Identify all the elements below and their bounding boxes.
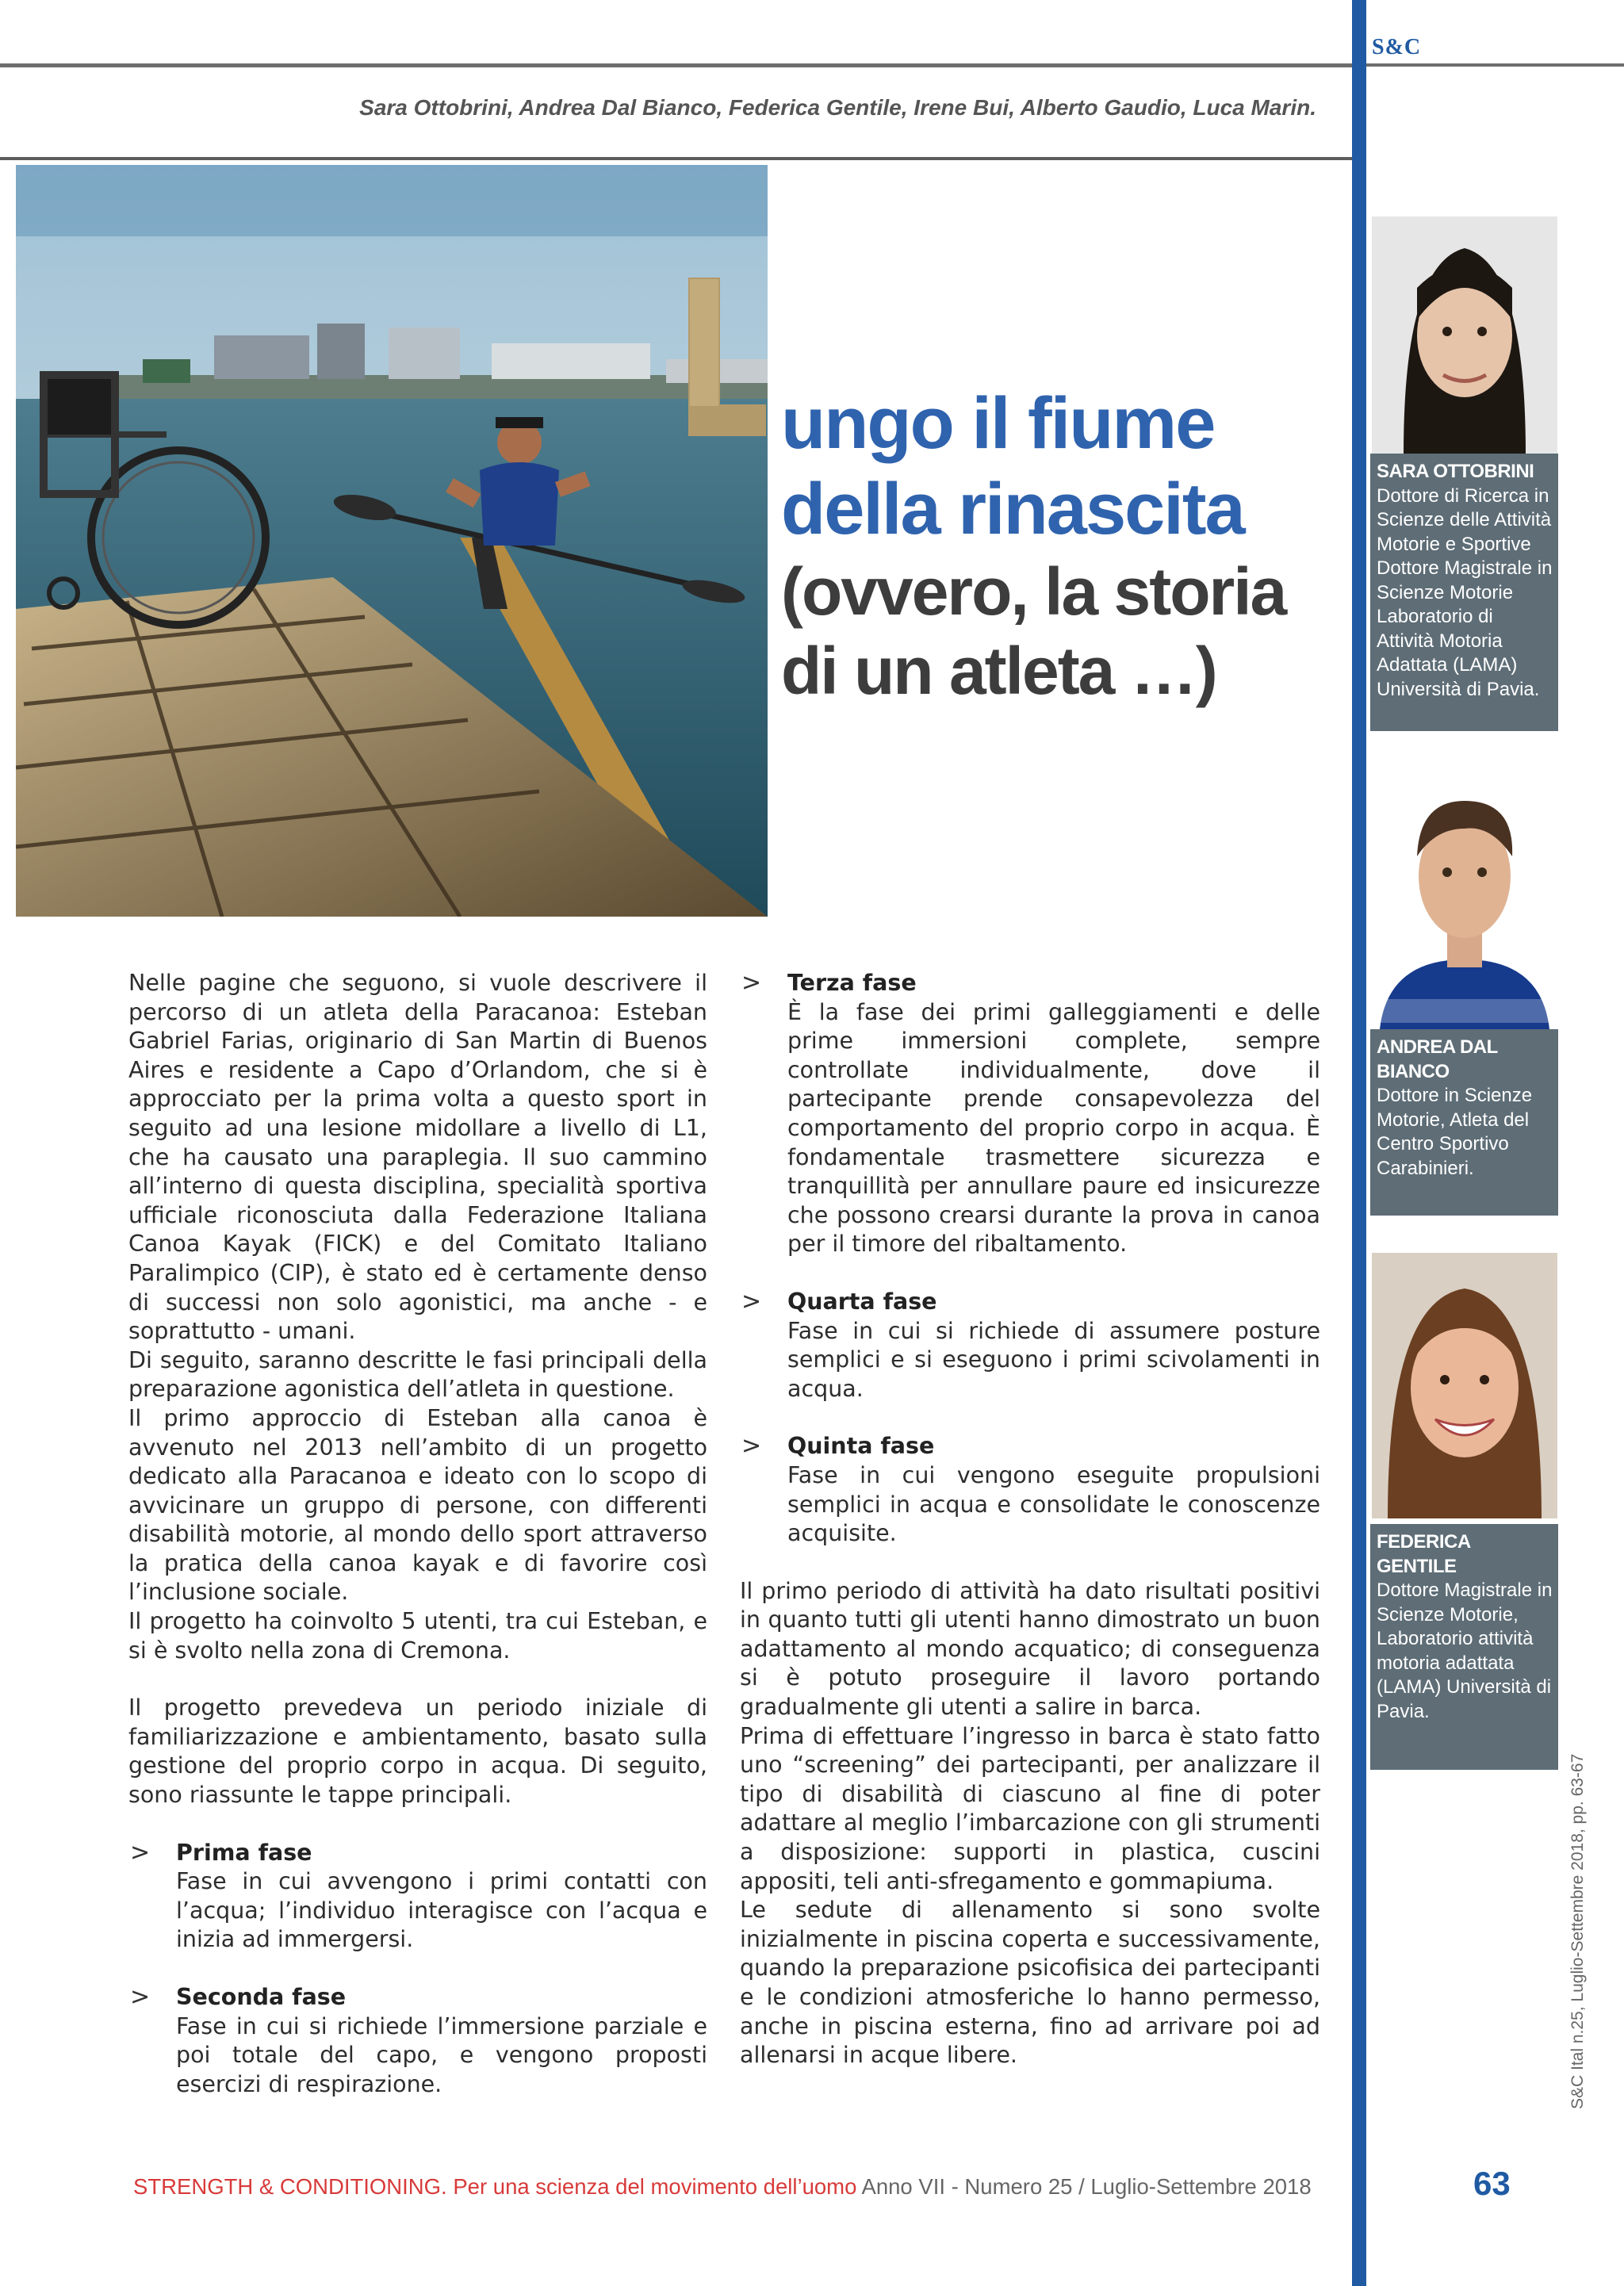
title-line-4: di un atleta …) — [781, 634, 1216, 708]
hero-photo — [16, 165, 768, 917]
paragraph: Di seguito, saranno descritte le fasi principali della preparazione agonistica dell’atleta in questione. — [128, 1346, 707, 1403]
author-bio: Dottore in Scienze Motorie, Atleta del Centro Sportivo Carabinieri. — [1377, 1085, 1533, 1179]
paragraph: Le sedute di allenamento si sono svolte inizialmente in piscina coperta e successivamente, quando la preparazione psicofisica dei partecipanti e le condizioni atmosferiche lo hanno permesso, anche in piscina esterna, fino ad arrivare poi ad allenarsi in acque libere. — [740, 1897, 1320, 2069]
phase-item — [740, 1288, 1320, 1403]
right-accent-bar — [1352, 0, 1366, 2286]
phase-title: Seconda fase — [176, 1984, 347, 2010]
phase-text: Fase in cui vengono eseguite propulsioni semplici in acqua e consolidate le conoscenze acquisite. — [787, 1461, 1320, 1547]
phase-title: Prima fase — [176, 1839, 312, 1866]
phase-marker: > — [741, 969, 762, 997]
author-bio: Dottore di Ricerca in Scienze delle Attività Motorie e Sportive Dottore Magistrale in Scienze Motorie Laboratorio di Attività Motoria Adattata (LAMA) Università di Pavia. — [1377, 484, 1553, 700]
page-number: 63 — [1473, 2165, 1511, 2202]
paragraph: Nelle pagine che seguono, si vuole descrivere il percorso di un atleta della Paracanoa: Esteban Gabriel Farias, originario di San Martin di Buenos Aires e residente a Capo d’Orlandom, che si è approcciato per la prima volta a questo sport in seguito ad una lesione midollare a livello di L1, che ha causato una paraplegia. Il suo cammino all’interno di questa disciplina, specialità sportiva ufficiale riconosciuta dalla Federazione Italiana Canoa Kayak (FICK) e del Comitato Italiano Paralimpico (CIP), è stato ed è certamente denso di successi non solo agonistici, ma anche - e soprattutto - umani. — [128, 970, 707, 1345]
author-bio: Dottore Magistrale in Scienze Motorie, Laboratorio attività motoria adattata (LAMA) Università di Pavia. — [1377, 1580, 1553, 1722]
phase-marker: > — [130, 1983, 151, 2011]
phase-text: Fase in cui si richiede di assumere posture semplici e si eseguono i primi scivolamenti in acqua. — [787, 1317, 1320, 1402]
phase-title: Terza fase — [787, 970, 917, 996]
author-name: ANDREA DAL BIANCO — [1377, 1036, 1498, 1082]
author-name: SARA OTTOBRINI — [1377, 461, 1534, 482]
phase-text: Fase in cui si richiede l’immersione parziale e poi totale del capo, e vengono proposti esercizi di respirazione. — [176, 2012, 707, 2097]
author-photo — [1372, 761, 1557, 1029]
author-line: Sara Ottobrini, Andrea Dal Bianco, Federica Gentile, Irene Bui, Alberto Gaudio, Luca Marin. — [359, 95, 1316, 120]
phase-title: Quarta fase — [787, 1288, 937, 1315]
header-rule — [0, 63, 1352, 67]
paragraph: Il progetto prevedeva un periodo iniziale di familiarizzazione e ambientamento, basato sulla gestione del proprio corpo in acqua. Di seguito, sono riassunte le tappe principali. — [128, 1694, 707, 1809]
title-dropcap — [688, 278, 766, 436]
author-photo — [1372, 1253, 1557, 1518]
title-line-2: della rinascita — [781, 469, 1244, 549]
paragraph: Prima di effettuare l’ingresso in barca è stato fatto uno “screening” dei partecipanti, per analizzare il tipo di disabilità di ciascuno al fine di poter adattare al meglio l’imbarcazione con gli strumenti a disposizione: supporti in plastica, cuscini appositi, teli anti-sfregamento e gommapiuma. — [740, 1722, 1320, 1894]
phase-title: Quinta fase — [787, 1433, 935, 1460]
paragraph: Il primo approccio di Esteban alla canoa è avvenuto nel 2013 nell’ambito di un progetto dedicato alla Paracanoa e ideato con lo scopo di avvicinare un gruppo di persone, con differenti disabilità motorie, al mondo dello sport attraverso la pratica della canoa kayak e di favorire così l’inclusione sociale. — [128, 1404, 707, 1606]
phase-item — [128, 1983, 707, 2099]
phase-item — [128, 1839, 707, 1955]
author-photo — [1372, 216, 1557, 454]
author-bio-box — [1370, 1029, 1558, 1216]
phase-text: Fase in cui avvengono i primi contatti con l’acqua; l’individuo interagisce con l’acqua e inizia ad immergersi. — [176, 1868, 707, 1953]
journal-tag: S&C — [1372, 35, 1422, 59]
footer-journal: STRENGTH & CONDITIONING. Per una scienza del movimento dell’uomo — [133, 2174, 857, 2199]
phase-text: È la fase dei primi galleggiamenti e delle prime immersioni complete, sempre controllate individualmente, dove il partecipante prende consapevolezza del comportamento del proprio corpo in acqua. È fondamentale trasmettere sicurezza e tranquillità per annullare paure ed insicurezze che possono crearsi durante la prova in canoa per il timore del ribaltamento. — [787, 998, 1320, 1258]
left-column — [128, 969, 707, 2127]
phase-marker: > — [130, 1838, 151, 1867]
footer-issue: Anno VII - Numero 25 / Luglio-Settembre 2018 — [861, 2174, 1312, 2199]
citation-vertical: S&C Ital n.25, Luglio-Settembre 2018, pp. 63-67 — [1568, 1753, 1587, 2109]
paragraph: Il progetto ha coinvolto 5 utenti, tra cui Esteban, e si è svolto nella zona di Cremona. — [128, 1608, 707, 1664]
journal-tag-rule — [1366, 63, 1624, 67]
article-title — [781, 381, 1285, 710]
title-line-3: (ovvero, la storia — [781, 554, 1286, 629]
header-divider — [0, 157, 1352, 160]
right-column — [740, 969, 1320, 2070]
title-line-1: ungo il fiume — [781, 383, 1215, 464]
phase-item — [740, 969, 1320, 1259]
phase-marker: > — [741, 1432, 762, 1461]
author-bio-box — [1370, 454, 1558, 731]
phase-marker: > — [741, 1287, 762, 1315]
phase-item — [740, 1432, 1320, 1548]
author-name: FEDERICA GENTILE — [1377, 1531, 1470, 1577]
paragraph: Il primo periodo di attività ha dato risultati positivi in quanto tutti gli utenti hanno dimostrato un buon adattamento al mondo acquatico; di conseguenza si è potuto proseguire il lavoro portando gradualmente gli utenti a salire in barca. — [740, 1577, 1320, 1721]
footer — [133, 2174, 1312, 2200]
author-bio-box — [1370, 1524, 1558, 1770]
